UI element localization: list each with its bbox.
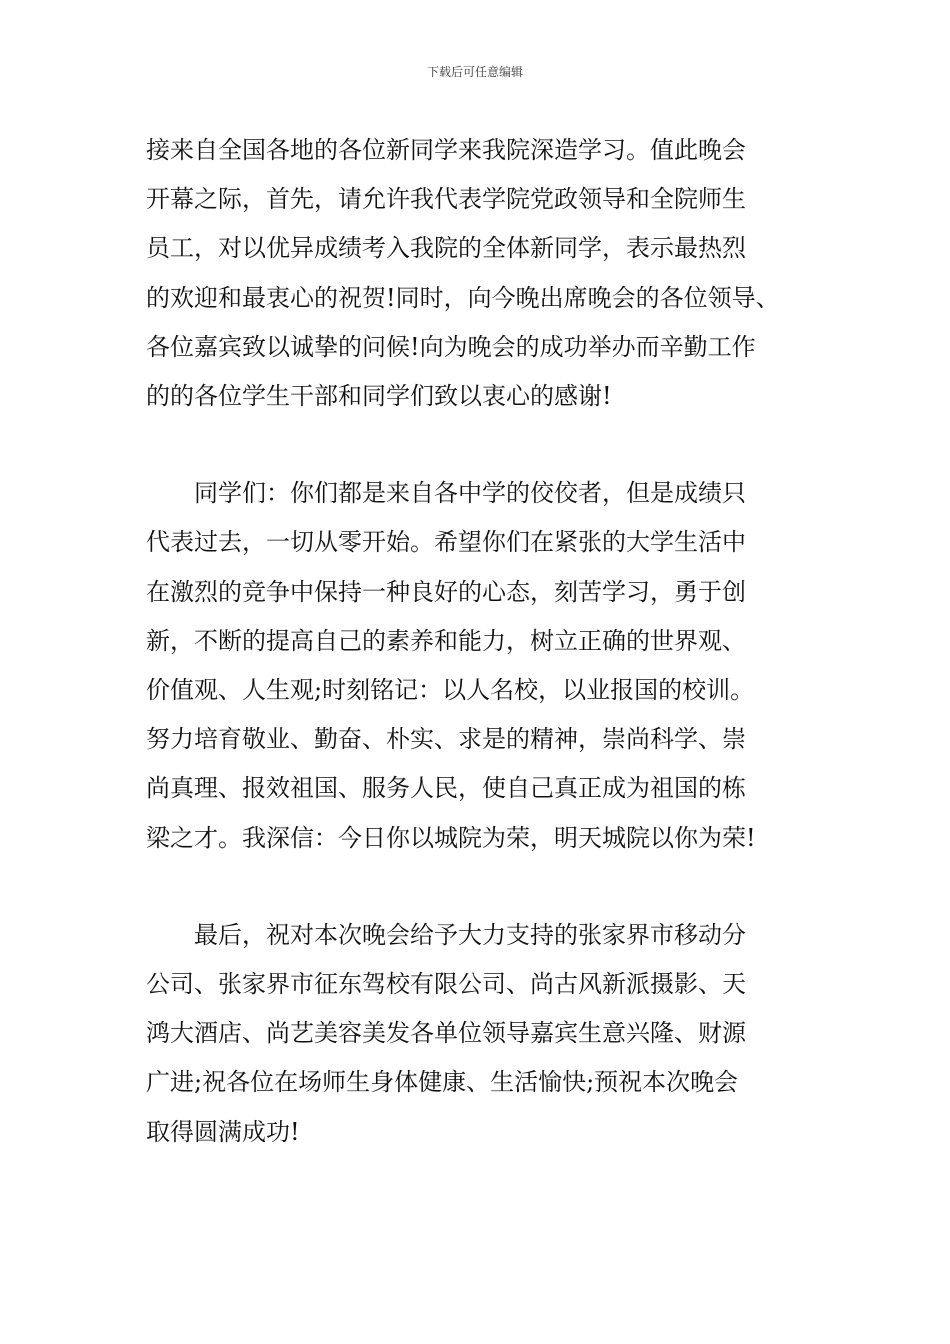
text-line: 员工，对以优异成绩考入我院的全体新同学，表示最热烈 (146, 234, 746, 263)
text-line: 新，不断的提高自己的素养和能力，树立正确的世界观、 (146, 626, 746, 655)
text-line: 广进;祝各位在场师生身体健康、生活愉快;预祝本次晚会 (146, 1068, 739, 1097)
text-line: 的的各位学生干部和同学们致以衷心的感谢! (146, 382, 612, 411)
text-line: 努力培育敬业、勤奋、朴实、求是的精神，崇尚科学、崇 (146, 725, 746, 754)
text-line: 同学们：你们都是来自各中学的佼佼者，但是成绩只 (194, 479, 746, 508)
text-line: 公司、张家界市征东驾校有限公司、尚古风新派摄影、天 (146, 970, 746, 999)
text-line: 最后，祝对本次晚会给予大力支持的张家界市移动分 (194, 920, 746, 949)
text-line: 鸿大酒店、尚艺美容美发各单位领导嘉宾生意兴隆、财源 (146, 1019, 746, 1048)
paragraph-1 (146, 126, 836, 421)
paragraph-3 (146, 911, 836, 1157)
text-line: 接来自全国各地的各位新同学来我院深造学习。值此晚会 (146, 136, 746, 164)
text-line: 代表过去，一切从零开始。希望你们在紧张的大学生活中 (146, 528, 746, 557)
text-line: 尚真理、报效祖国、服务人民，使自己真正成为祖国的栋 (146, 774, 746, 803)
text-line: 在激烈的竞争中保持一种良好的心态，刻苦学习，勇于创 (146, 577, 746, 606)
text-line: 取得圆满成功! (146, 1117, 300, 1146)
paragraph-2 (146, 469, 836, 863)
text-line: 的欢迎和最衷心的祝贺!同时，向今晚出席晚会的各位领导、 (146, 283, 780, 312)
text-line: 各位嘉宾致以诚挚的问候!向为晚会的成功举办而辛勤工作 (146, 332, 756, 361)
text-line: 梁之才。我深信：今日你以城院为荣，明天城院以你为荣! (146, 823, 756, 852)
page-header: 下载后可任意编辑 (426, 65, 523, 79)
text-line: 价值观、人生观;时刻铭记：以人名校，以业报国的校训。 (146, 676, 755, 705)
text-line: 开幕之际，首先，请允许我代表学院党政领导和全院师生 (146, 185, 746, 214)
document-body (146, 126, 836, 1157)
